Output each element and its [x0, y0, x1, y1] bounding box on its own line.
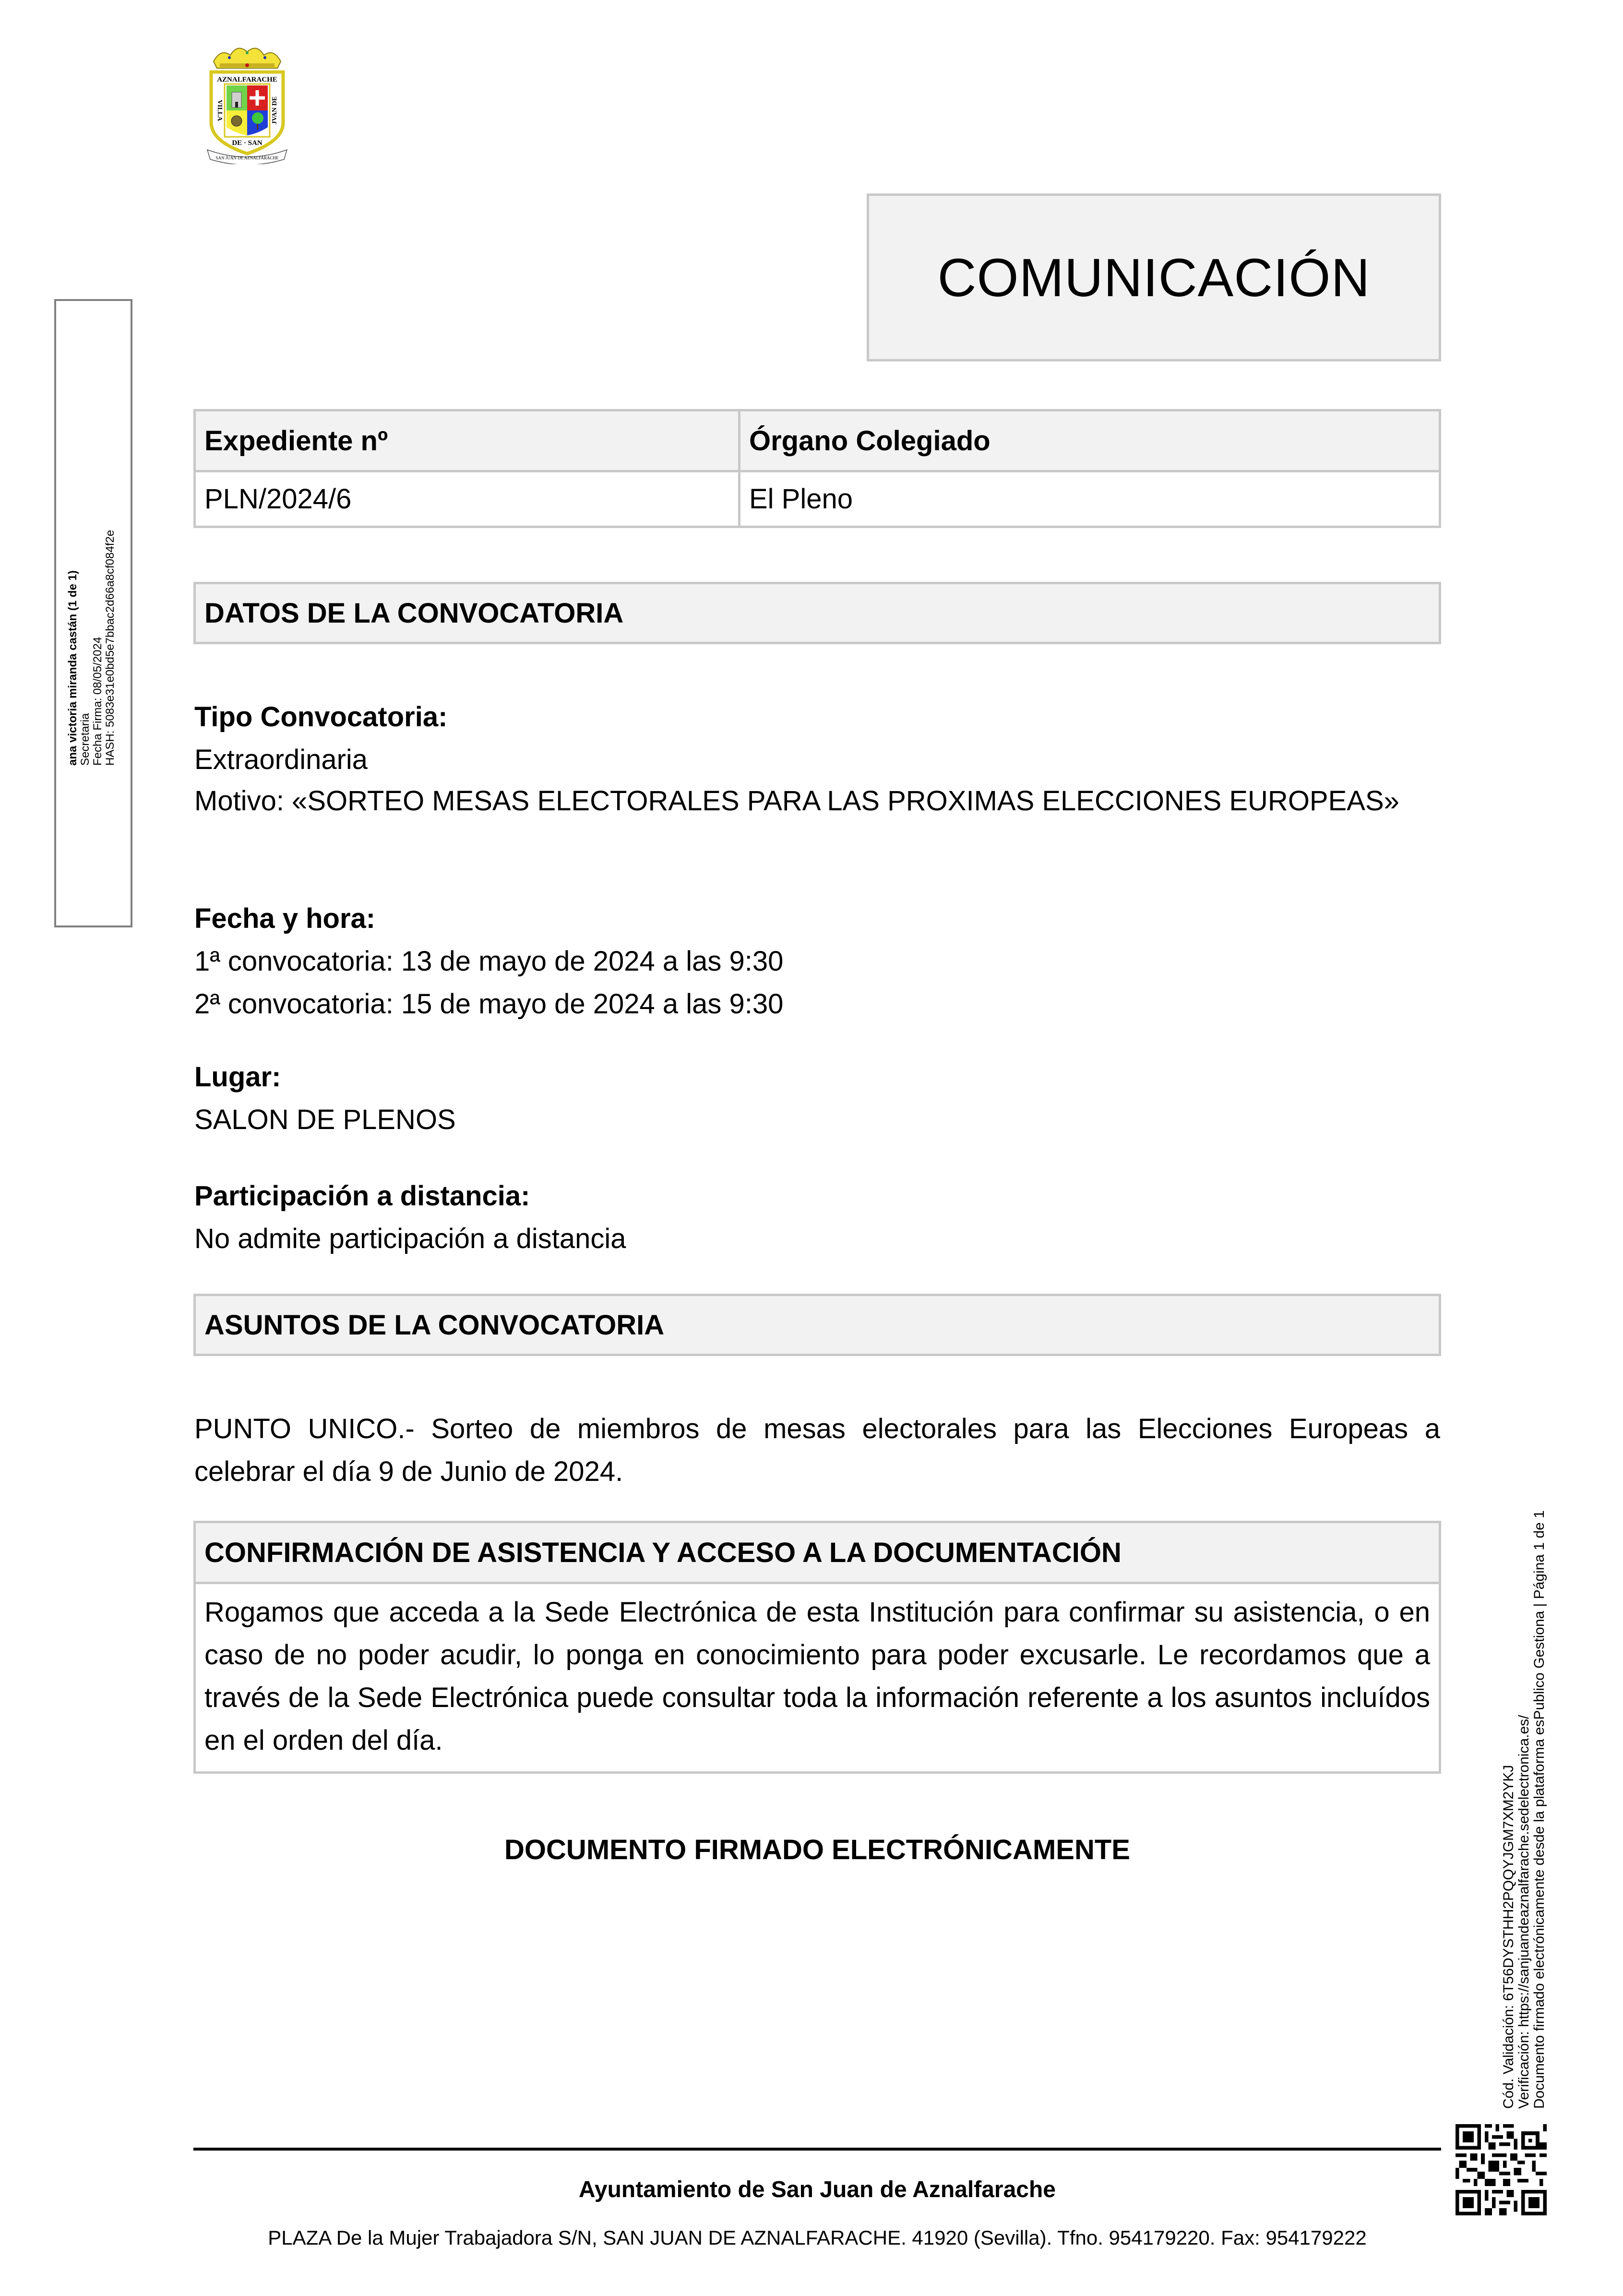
table-row	[195, 471, 1440, 527]
organo-value: El Pleno	[740, 471, 1440, 527]
lugar-label: Lugar:	[194, 1061, 281, 1093]
validation-code: Cód. Validación: 6T56DYSTHH2PQQYJGM7XM2YKJ	[1501, 1765, 1516, 2109]
convocatoria-2: 2ª convocatoria: 15 de mayo de 2024 a las 9:30	[194, 988, 784, 1020]
header-organo: Órgano Colegiado	[740, 410, 1440, 471]
qr-code-icon	[1456, 2124, 1547, 2215]
svg-text:VILLA: VILLA	[216, 99, 223, 121]
tipo-value: Extraordinaria	[194, 744, 368, 775]
municipal-crest-icon	[202, 38, 293, 164]
fecha-label: Fecha y hora:	[194, 903, 376, 934]
punto-unico-text: PUNTO UNICO.- Sorteo de miembros de mesas electorales para las Elecciones Europeas a celebrar el día 9 de Junio de 2024.	[194, 1413, 1440, 1487]
convocatoria-1: 1ª convocatoria: 13 de mayo de 2024 a las 9:30	[194, 946, 784, 977]
header-expediente: Expediente nº	[195, 410, 740, 471]
signer-role: Secretaria	[79, 713, 92, 766]
svg-text:JVAN DE: JVAN DE	[271, 96, 278, 125]
document-title: COMUNICACIÓN	[937, 247, 1371, 308]
section-datos-heading	[193, 582, 1441, 644]
participacion-label: Participación a distancia:	[194, 1180, 530, 1212]
signature-date: Fecha Firma: 08/05/2024	[91, 637, 104, 766]
signed-notice: DOCUMENTO FIRMADO ELECTRÓNICAMENTE	[504, 1834, 1130, 1865]
svg-text:AZNALFARACHE: AZNALFARACHE	[217, 76, 277, 84]
footer-address: PLAZA De la Mujer Trabajadora S/N, SAN JUAN DE AZNALFARACHE. 41920 (Sevilla). Tfno. 954179220. Fax: 954179222	[268, 2226, 1367, 2249]
signer-name: ana victoria miranda castán (1 de 1)	[66, 570, 79, 766]
expediente-table	[193, 409, 1441, 528]
confirmacion-box	[193, 1521, 1441, 1774]
motivo-text: Motivo: «SORTEO MESAS ELECTORALES PARA LAS PROXIMAS ELECCIONES EUROPEAS»	[194, 785, 1399, 817]
expediente-value: PLN/2024/6	[195, 471, 740, 527]
document-title-box	[867, 193, 1441, 361]
platform-notice: Documento firmado electrónicamente desde la plataforma esPublico Gestiona | Página 1 de 1	[1531, 1510, 1547, 2109]
table-header-row	[195, 410, 1440, 471]
confirmacion-heading: CONFIRMACIÓN DE ASISTENCIA Y ACCESO A LA DOCUMENTACIÓN	[196, 1523, 1439, 1584]
svg-text:SAN JUAN DE AZNALFARACHE: SAN JUAN DE AZNALFARACHE	[215, 156, 279, 160]
lugar-value: SALON DE PLENOS	[194, 1104, 456, 1135]
participacion-value: No admite participación a distancia	[194, 1223, 626, 1254]
signature-hash: HASH: 5083e31e0bd5e7bbac2d66a8cf084f2e	[104, 529, 117, 766]
tipo-label: Tipo Convocatoria:	[194, 701, 448, 733]
section-datos-title: DATOS DE LA CONVOCATORIA	[204, 597, 624, 629]
svg-text:DE · SAN: DE · SAN	[232, 139, 263, 147]
confirmacion-body: Rogamos que acceda a la Sede Electrónica de esta Institución para confirmar su asistencia, o en caso de no poder acudir, lo ponga en conocimiento para poder excusarle. Le recordamos que a través de la Sede Electrónica puede consultar toda la información referente a los asuntos incluídos en el orden del día.	[204, 1597, 1430, 1756]
section-asuntos-title: ASUNTOS DE LA CONVOCATORIA	[204, 1309, 665, 1341]
signature-panel	[54, 299, 132, 927]
verification-url[interactable]: Verificación: https://sanjuandeaznalfarache.sedelectronica.es/	[1516, 1715, 1532, 2109]
section-asuntos-heading	[193, 1294, 1441, 1356]
footer-divider	[193, 2148, 1441, 2151]
footer-organization: Ayuntamiento de San Juan de Aznalfarache	[578, 2177, 1056, 2202]
